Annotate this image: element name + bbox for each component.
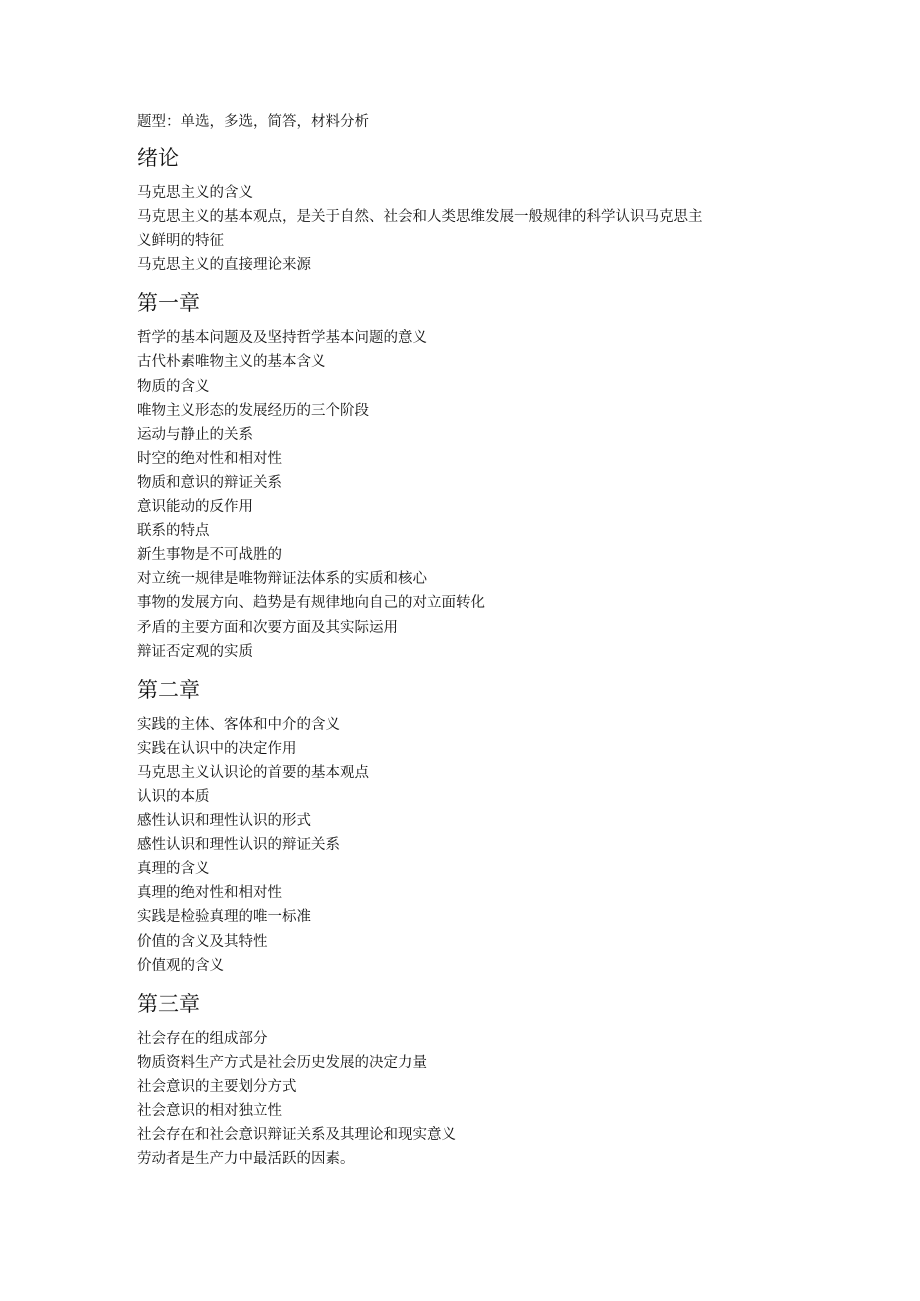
section-title: 绪论	[137, 146, 179, 170]
list-item: 真理的绝对性和相对性	[137, 885, 282, 902]
list-item: 价值的含义及其特性	[137, 933, 268, 950]
list-item: 意识能动的反作用	[137, 499, 253, 516]
section-chapter-2	[137, 676, 737, 978]
section-title: 第一章	[137, 291, 200, 316]
list-item: 哲学的基本问题及及坚持哲学基本问题的意义	[137, 330, 427, 347]
list-item: 物质资料生产方式是社会历史发展的决定力量	[137, 1054, 427, 1071]
list-item: 社会存在的组成部分	[137, 1030, 268, 1047]
list-item: 运动与静止的关系	[137, 426, 253, 443]
section-chapter-3	[137, 990, 737, 1172]
list-item: 劳动者是生产力中最活跃的因素。	[137, 1151, 355, 1168]
list-item: 实践的主体、客体和中介的含义	[137, 716, 340, 733]
list-item: 古代朴素唯物主义的基本含义	[137, 354, 326, 371]
list-item: 真理的含义	[137, 861, 210, 878]
list-item: 唯物主义形态的发展经历的三个阶段	[137, 402, 369, 419]
list-item: 价值观的含义	[137, 957, 224, 974]
list-item: 马克思主义的含义	[137, 185, 253, 201]
question-types-line: 题型：单选，多选，简答，材料分析	[137, 114, 369, 130]
list-item: 社会意识的主要划分方式	[137, 1078, 297, 1095]
list-item: 新生事物是不可战胜的	[137, 547, 282, 564]
list-item: 认识的本质	[137, 788, 210, 805]
list-item: 物质和意识的辩证关系	[137, 474, 282, 491]
list-item: 事物的发展方向、趋势是有规律地向自己的对立面转化	[137, 595, 485, 612]
list-item: 时空的绝对性和相对性	[137, 450, 282, 467]
list-item: 对立统一规律是唯物辩证法体系的实质和核心	[137, 571, 427, 588]
list-item: 实践是检验真理的唯一标准	[137, 909, 311, 926]
section-title: 第三章	[137, 991, 200, 1016]
list-item: 联系的特点	[137, 523, 210, 540]
list-item: 辩证否定观的实质	[137, 643, 253, 660]
list-item: 马克思主义的基本观点，是关于自然、社会和人类思维发展一般规律的科学认识马克思主义鲜明的特征	[137, 209, 703, 250]
list-item: 感性认识和理性认识的辩证关系	[137, 837, 340, 854]
list-item: 马克思主义的直接理论来源	[137, 257, 311, 274]
section-introduction	[137, 144, 737, 277]
list-item: 社会存在和社会意识辩证关系及其理论和现实意义	[137, 1127, 456, 1144]
document-page	[137, 110, 737, 1183]
section-title: 第二章	[137, 677, 200, 702]
list-item: 马克思主义认识论的首要的基本观点	[137, 764, 369, 781]
list-item: 社会意识的相对独立性	[137, 1103, 282, 1119]
section-chapter-1	[137, 289, 737, 663]
list-item: 感性认识和理性认识的形式	[137, 813, 311, 830]
list-item: 实践在认识中的决定作用	[137, 740, 297, 757]
list-item: 矛盾的主要方面和次要方面及其实际运用	[137, 619, 398, 636]
list-item: 物质的含义	[137, 378, 210, 395]
